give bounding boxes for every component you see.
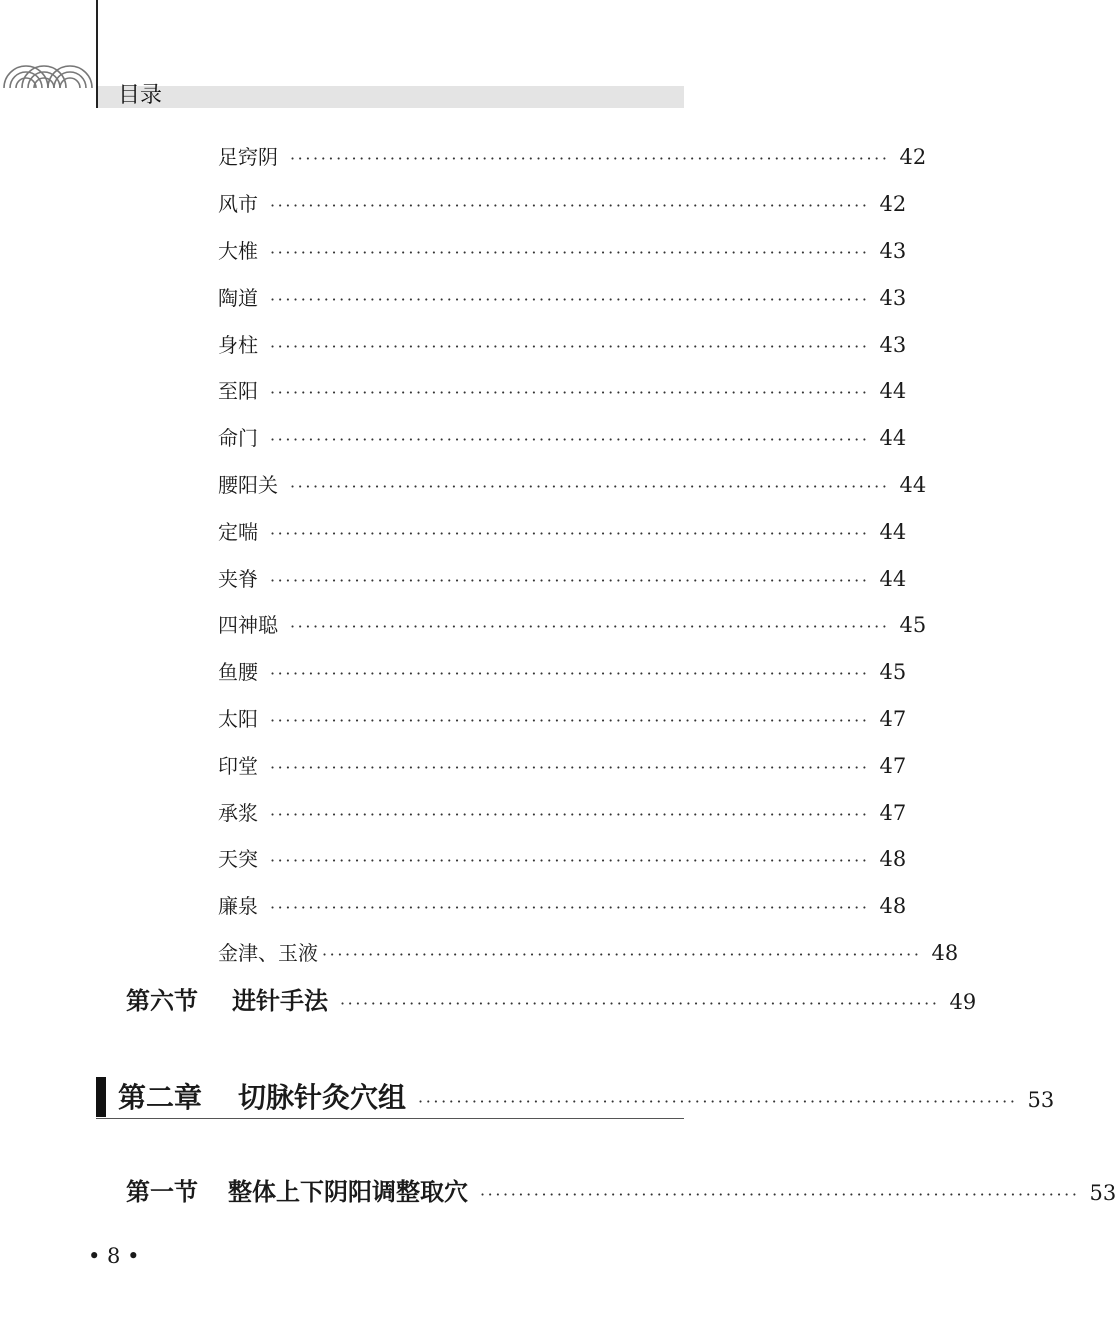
toc-entry-page: 43 xyxy=(879,286,907,310)
dot-leader: ·············································································· xyxy=(270,711,870,730)
toc-entry[interactable] xyxy=(218,844,907,876)
toc-entry-label: 太阳 xyxy=(218,707,258,731)
chapter-heading xyxy=(118,1078,406,1118)
toc-entry-page: 45 xyxy=(899,613,927,637)
toc-entry[interactable] xyxy=(218,938,959,970)
toc-entry-page: 48 xyxy=(879,847,907,871)
dot-leader: ·············································································· xyxy=(322,945,922,964)
section-heading xyxy=(126,1175,468,1209)
dot-leader: ·············································································· xyxy=(270,851,870,870)
dot-leader: ·············································································· xyxy=(270,383,870,402)
toc-entry-label: 天突 xyxy=(218,847,258,871)
section-title: 整体上下阴阳调整取穴 xyxy=(228,1178,468,1206)
toc-entry-label: 命门 xyxy=(218,426,258,450)
toc-entry[interactable] xyxy=(218,798,907,830)
dot-leader: ·············································································· xyxy=(418,1092,1018,1111)
toc-section-entry-1[interactable] xyxy=(126,1175,1116,1212)
toc-entry-label: 身柱 xyxy=(218,333,258,357)
toc-chapter-entry-2[interactable] xyxy=(118,1078,1055,1122)
chapter-number: 第二章 xyxy=(118,1081,203,1114)
dot-leader: ·············································································· xyxy=(290,149,890,168)
toc-entry[interactable] xyxy=(218,891,907,923)
toc-entry-page: 43 xyxy=(879,239,907,263)
toc-entry[interactable] xyxy=(218,142,927,174)
section-number: 第一节 xyxy=(126,1178,198,1206)
dot-leader: ·············································································· xyxy=(270,290,870,309)
toc-entry-label: 四神聪 xyxy=(218,613,278,637)
toc-entry-page: 53 xyxy=(1027,1088,1055,1112)
toc-entry[interactable] xyxy=(218,423,907,455)
toc-entry[interactable] xyxy=(218,376,907,408)
toc-entry[interactable] xyxy=(218,470,927,502)
toc-entry[interactable] xyxy=(218,236,907,268)
dot-leader: ·············································································· xyxy=(270,196,870,215)
toc-entry-page: 43 xyxy=(879,333,907,357)
dot-leader: ·············································································· xyxy=(270,524,870,543)
toc-entry-page: 49 xyxy=(949,990,977,1014)
toc-entry-page: 47 xyxy=(879,707,907,731)
cloud-ornament-icon xyxy=(0,38,96,88)
toc-entry[interactable] xyxy=(218,283,907,315)
toc-entry-page: 42 xyxy=(899,145,927,169)
toc-entry-label: 夹脊 xyxy=(218,567,258,591)
dot-leader: ·············································································· xyxy=(270,758,870,777)
section-heading xyxy=(126,984,328,1018)
toc-entry[interactable] xyxy=(218,751,907,783)
section-title: 进针手法 xyxy=(232,987,328,1015)
toc-entry-page: 48 xyxy=(931,941,959,965)
dot-leader: ·············································································· xyxy=(270,571,870,590)
toc-entry-page: 44 xyxy=(879,520,907,544)
toc-entry-page: 44 xyxy=(879,426,907,450)
toc-entry-page: 47 xyxy=(879,801,907,825)
toc-entry[interactable] xyxy=(218,610,927,642)
dot-leader: ·············································································· xyxy=(270,805,870,824)
page-number: • 8 • xyxy=(88,1244,140,1268)
toc-entry-label: 大椎 xyxy=(218,239,258,263)
chapter-underline xyxy=(96,1118,684,1119)
toc-entry-label: 足窍阴 xyxy=(218,145,278,169)
chapter-marker-bar xyxy=(96,1077,106,1117)
toc-entry-page: 45 xyxy=(879,660,907,684)
toc-entry-label: 定喘 xyxy=(218,520,258,544)
toc-entry[interactable] xyxy=(218,189,907,221)
page-header-title: 目录 xyxy=(118,83,163,108)
toc-entry[interactable] xyxy=(218,564,907,596)
toc-entry-page: 44 xyxy=(899,473,927,497)
toc-entry-page: 53 xyxy=(1089,1181,1116,1205)
toc-entry-label: 廉泉 xyxy=(218,894,258,918)
section-number: 第六节 xyxy=(126,987,198,1015)
toc-entry[interactable] xyxy=(218,657,907,689)
toc-entry-label: 鱼腰 xyxy=(218,660,258,684)
dot-leader: ·············································································· xyxy=(270,664,870,683)
dot-leader: ·············································································· xyxy=(480,1185,1080,1204)
toc-entry-label: 金津、玉液 xyxy=(218,941,318,965)
toc-entry[interactable] xyxy=(218,704,907,736)
toc-entry-page: 47 xyxy=(879,754,907,778)
toc-entry-page: 44 xyxy=(879,379,907,403)
toc-entry-page: 44 xyxy=(879,567,907,591)
toc-entry-label: 风市 xyxy=(218,192,258,216)
header-band xyxy=(98,86,684,108)
toc-section-entry-6[interactable] xyxy=(126,984,977,1021)
dot-leader: ·············································································· xyxy=(290,477,890,496)
toc-entry[interactable] xyxy=(218,517,907,549)
toc-entry-label: 陶道 xyxy=(218,286,258,310)
dot-leader: ·············································································· xyxy=(340,994,940,1013)
toc-entry-page: 48 xyxy=(879,894,907,918)
toc-entry-page: 42 xyxy=(879,192,907,216)
dot-leader: ·············································································· xyxy=(270,243,870,262)
toc-entry-label: 承浆 xyxy=(218,801,258,825)
dot-leader: ·············································································· xyxy=(270,898,870,917)
dot-leader: ·············································································· xyxy=(270,337,870,356)
dot-leader: ·············································································· xyxy=(270,430,870,449)
toc-entry-label: 至阳 xyxy=(218,379,258,403)
toc-entry-label: 腰阳关 xyxy=(218,473,278,497)
chapter-title: 切脉针灸穴组 xyxy=(238,1081,407,1114)
dot-leader: ·············································································· xyxy=(290,617,890,636)
toc-entry[interactable] xyxy=(218,330,907,362)
toc-entry-label: 印堂 xyxy=(218,754,258,778)
